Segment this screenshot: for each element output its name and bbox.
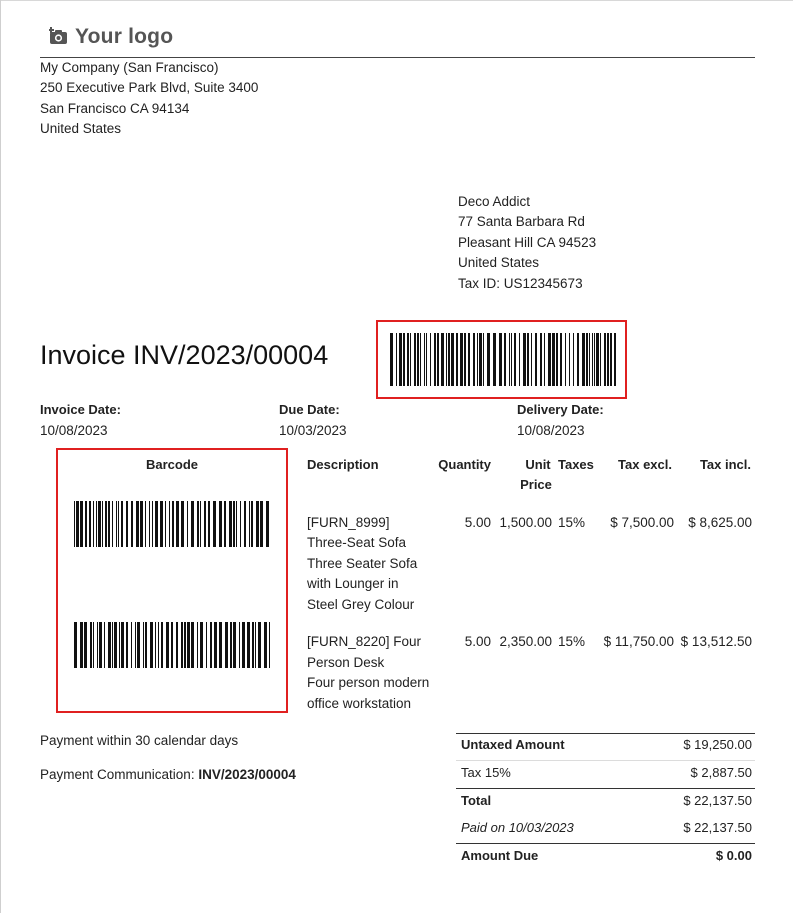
barcode-column-header: Barcode xyxy=(145,457,199,472)
barcode-stripe xyxy=(258,622,261,668)
barcode-stripe xyxy=(143,622,144,668)
untaxed-amount-label: Untaxed Amount xyxy=(461,737,565,752)
barcode-stripe xyxy=(256,501,259,547)
barcode-stripe xyxy=(396,333,397,386)
barcode-stripe xyxy=(204,501,206,547)
barcode-stripe xyxy=(473,333,475,386)
row-1-tax-excl: $ 7,500.00 xyxy=(610,515,674,530)
customer-street: 77 Santa Barbara Rd xyxy=(458,214,585,229)
barcode-stripe xyxy=(118,501,119,547)
barcode-stripe xyxy=(187,501,188,547)
paid-on-label: Paid on 10/03/2023 xyxy=(461,820,574,835)
barcode-stripe xyxy=(108,622,111,668)
barcode-stripe xyxy=(417,333,419,386)
barcode-stripe xyxy=(264,622,267,668)
barcode-stripe xyxy=(126,622,128,668)
barcode-stripe xyxy=(556,333,558,386)
barcode-stripe xyxy=(399,333,402,386)
totals-top-rule xyxy=(456,733,755,734)
row-1-barcode xyxy=(74,501,270,547)
barcode-stripe xyxy=(166,622,169,668)
barcode-stripe xyxy=(76,501,79,547)
barcode-stripe xyxy=(112,622,113,668)
amount-due-label: Amount Due xyxy=(461,848,539,863)
description-column-header: Description xyxy=(307,457,379,472)
barcode-stripe xyxy=(85,501,87,547)
row-2-description-line: Four person modern xyxy=(307,675,430,690)
payment-communication xyxy=(40,765,296,785)
barcode-stripe xyxy=(577,333,579,386)
barcode-stripe xyxy=(446,333,447,386)
barcode-stripe xyxy=(219,622,222,668)
barcode-stripe xyxy=(266,501,269,547)
barcode-stripe xyxy=(544,333,545,386)
barcode-stripe xyxy=(197,501,199,547)
barcode-stripe xyxy=(158,622,159,668)
barcode-stripe xyxy=(493,333,496,386)
barcode-stripe xyxy=(150,622,153,668)
row-2-quantity: 5.00 xyxy=(464,634,491,649)
barcode-stripe xyxy=(176,622,178,668)
barcode-stripe xyxy=(410,333,411,386)
barcode-stripe xyxy=(114,622,117,668)
barcode-stripe xyxy=(483,333,484,386)
barcode-stripe xyxy=(191,622,194,668)
barcode-stripe xyxy=(80,622,83,668)
row-2-tax-incl: $ 13,512.50 xyxy=(680,634,752,649)
row-1-taxes: 15% xyxy=(558,515,586,530)
customer-tax-id: Tax ID: US12345673 xyxy=(458,276,583,291)
barcode-stripe xyxy=(511,333,512,386)
barcode-stripe xyxy=(460,333,463,386)
barcode-stripe xyxy=(403,333,405,386)
customer-country: United States xyxy=(458,255,540,270)
row-1-description-line: Three Seater Sofa xyxy=(307,556,418,571)
tax-value: $ 2,887.50 xyxy=(690,765,752,780)
due-date-value: 10/03/2023 xyxy=(279,423,347,438)
barcode-stripe xyxy=(233,501,235,547)
barcode-stripe xyxy=(589,333,590,386)
barcode-stripe xyxy=(121,501,123,547)
barcode-stripe xyxy=(160,501,163,547)
barcode-stripe xyxy=(552,333,555,386)
paid-on-value: $ 22,137.50 xyxy=(683,820,752,835)
customer-name: Deco Addict xyxy=(458,194,531,209)
barcode-stripe xyxy=(172,501,174,547)
barcode-stripe xyxy=(596,333,599,386)
barcode-stripe xyxy=(126,501,128,547)
barcode-stripe xyxy=(239,622,240,668)
totals-total-rule xyxy=(456,788,755,789)
barcode-stripe xyxy=(614,333,616,386)
barcode-stripe xyxy=(161,622,163,668)
barcode-stripe xyxy=(169,501,170,547)
barcode-stripe xyxy=(233,622,236,668)
barcode-stripe xyxy=(93,622,94,668)
barcode-stripe xyxy=(155,622,156,668)
barcode-stripe xyxy=(464,333,466,386)
row-1-unit-price: 1,500.00 xyxy=(499,515,552,530)
barcode-stripe xyxy=(200,622,203,668)
barcode-stripe xyxy=(441,333,444,386)
barcode-stripe xyxy=(181,501,184,547)
barcode-stripe xyxy=(479,333,482,386)
barcode-stripe xyxy=(531,333,532,386)
barcode-stripe xyxy=(74,501,75,547)
barcode-stripe xyxy=(247,622,250,668)
row-1-description-line: [FURN_8999] xyxy=(307,515,390,530)
payment-communication-value: INV/2023/00004 xyxy=(198,767,296,782)
barcode-stripe xyxy=(184,622,186,668)
barcode-stripe xyxy=(98,501,101,547)
barcode-stripe xyxy=(96,501,97,547)
barcode-stripe xyxy=(108,501,110,547)
barcode-stripe xyxy=(604,333,606,386)
barcode-stripe xyxy=(594,333,595,386)
barcode-stripe xyxy=(137,622,140,668)
barcode-stripe xyxy=(569,333,570,386)
barcode-stripe xyxy=(136,501,139,547)
barcode-stripe xyxy=(208,501,210,547)
company-logo[interactable] xyxy=(49,25,173,49)
unit-price-header-line-1: Unit xyxy=(525,457,551,472)
row-2-taxes: 15% xyxy=(558,634,586,649)
barcode-stripe xyxy=(149,501,150,547)
untaxed-amount-value: $ 19,250.00 xyxy=(683,737,752,752)
barcode-stripe xyxy=(191,501,194,547)
row-1-description-line: Steel Grey Colour xyxy=(307,597,415,612)
company-name: My Company (San Francisco) xyxy=(40,60,219,75)
barcode-stripe xyxy=(448,333,450,386)
barcode-stripe xyxy=(451,333,454,386)
row-1-tax-incl: $ 8,625.00 xyxy=(688,515,752,530)
barcode-stripe xyxy=(187,622,190,668)
row-1-description-line: with Lounger in xyxy=(307,576,399,591)
barcode-stripe xyxy=(171,622,173,668)
barcode-stripe xyxy=(407,333,409,386)
barcode-stripe xyxy=(105,501,107,547)
barcode-stripe xyxy=(74,622,77,668)
barcode-stripe xyxy=(424,333,425,386)
barcode-stripe xyxy=(600,333,601,386)
barcode-stripe xyxy=(131,501,133,547)
barcode-stripe xyxy=(426,333,427,386)
barcode-stripe xyxy=(523,333,526,386)
barcode-stripe xyxy=(390,333,393,386)
barcode-column-highlight xyxy=(56,448,288,713)
tax-incl-column-header: Tax incl. xyxy=(699,457,751,472)
tax-label: Tax 15% xyxy=(461,765,511,780)
barcode-stripe xyxy=(236,501,237,547)
page-top-edge xyxy=(0,0,793,1)
barcode-stripe xyxy=(225,622,228,668)
barcode-stripe xyxy=(249,501,250,547)
barcode-stripe xyxy=(477,333,478,386)
barcode-stripe xyxy=(527,333,529,386)
row-1-quantity: 5.00 xyxy=(464,515,491,530)
barcode-stripe xyxy=(112,501,113,547)
barcode-stripe xyxy=(181,622,183,668)
barcode-stripe xyxy=(251,501,253,547)
row-1-description-line: Three-Seat Sofa xyxy=(307,535,407,550)
customer-city: Pleasant Hill CA 94523 xyxy=(458,235,597,250)
barcode-stripe xyxy=(90,622,92,668)
barcode-stripe xyxy=(89,501,91,547)
barcode-stripe xyxy=(514,333,516,386)
barcode-stripe xyxy=(80,501,83,547)
barcode-stripe xyxy=(434,333,436,386)
barcode-stripe xyxy=(487,333,490,386)
payment-terms: Payment within 30 calendar days xyxy=(40,733,239,748)
barcode-stripe xyxy=(97,622,98,668)
due-date-label: Due Date: xyxy=(279,402,340,417)
total-value: $ 22,137.50 xyxy=(683,793,752,808)
barcode-stripe xyxy=(224,501,226,547)
total-label: Total xyxy=(461,793,492,808)
barcode-stripe xyxy=(540,333,542,386)
barcode-stripe xyxy=(535,333,537,386)
delivery-date-value: 10/08/2023 xyxy=(517,423,585,438)
barcode-stripe xyxy=(213,501,216,547)
barcode-stripe xyxy=(210,622,212,668)
barcode-stripe xyxy=(548,333,551,386)
barcode-stripe xyxy=(165,501,166,547)
barcode-stripe xyxy=(152,501,153,547)
barcode-stripe xyxy=(131,622,132,668)
invoice-date-label: Invoice Date: xyxy=(40,402,121,417)
barcode-stripe xyxy=(509,333,510,386)
barcode-stripe xyxy=(499,333,502,386)
barcode-stripe xyxy=(560,333,562,386)
barcode-stripe xyxy=(214,622,217,668)
barcode-stripe xyxy=(135,622,136,668)
amount-due-value: $ 0.00 xyxy=(715,848,752,863)
barcode-stripe xyxy=(229,501,232,547)
barcode-stripe xyxy=(255,622,256,668)
header-barcode xyxy=(390,333,616,386)
barcode-stripe xyxy=(176,501,179,547)
barcode-stripe xyxy=(582,333,585,386)
unit-price-column-header xyxy=(515,455,557,495)
barcode-stripe xyxy=(607,333,609,386)
delivery-date-label: Delivery Date: xyxy=(517,402,604,417)
barcode-stripe xyxy=(504,333,506,386)
barcode-stripe xyxy=(200,501,201,547)
company-street: 250 Executive Park Blvd, Suite 3400 xyxy=(40,80,259,95)
barcode-stripe xyxy=(242,622,245,668)
invoice-date-value: 10/08/2023 xyxy=(40,423,108,438)
barcode-stripe xyxy=(219,501,222,547)
company-city: San Francisco CA 94134 xyxy=(40,101,190,116)
barcode-stripe xyxy=(93,501,94,547)
barcode-stripe xyxy=(468,333,470,386)
barcode-stripe xyxy=(240,501,241,547)
invoice-title: Invoice INV/2023/00004 xyxy=(40,340,329,370)
barcode-stripe xyxy=(252,622,254,668)
barcode-stripe xyxy=(565,333,566,386)
barcode-stripe xyxy=(456,333,458,386)
barcode-stripe xyxy=(586,333,588,386)
barcode-stripe xyxy=(155,501,158,547)
barcode-stripe xyxy=(244,501,246,547)
row-2-barcode xyxy=(74,622,270,668)
barcode-stripe xyxy=(519,333,520,386)
row-2-description-line: office workstation xyxy=(307,696,412,711)
barcode-stripe xyxy=(420,333,421,386)
barcode-stripe xyxy=(260,501,263,547)
taxes-column-header: Taxes xyxy=(558,457,594,472)
barcode-stripe xyxy=(610,333,612,386)
payment-communication-label: Payment Communication: xyxy=(40,767,199,782)
barcode-stripe xyxy=(140,501,143,547)
row-2-unit-price: 2,350.00 xyxy=(499,634,552,649)
barcode-stripe xyxy=(197,622,198,668)
barcode-stripe xyxy=(145,622,147,668)
camera-plus-icon xyxy=(49,27,69,48)
barcode-stripe xyxy=(119,622,120,668)
barcode-stripe xyxy=(84,622,87,668)
barcode-stripe xyxy=(102,501,103,547)
page-left-edge xyxy=(0,0,1,913)
row-2-description-line: [FURN_8220] Four xyxy=(307,634,422,649)
barcode-stripe xyxy=(104,622,105,668)
barcode-stripe xyxy=(99,622,102,668)
tax-excl-column-header: Tax excl. xyxy=(618,457,672,472)
row-2-tax-excl: $ 11,750.00 xyxy=(603,634,674,649)
company-country: United States xyxy=(40,121,122,136)
totals-row-divider xyxy=(456,760,755,761)
quantity-column-header: Quantity xyxy=(438,457,491,472)
barcode-stripe xyxy=(269,622,270,668)
barcode-stripe xyxy=(573,333,574,386)
logo-text: Your logo xyxy=(75,25,174,48)
barcode-stripe xyxy=(414,333,416,386)
barcode-stripe xyxy=(121,622,124,668)
barcode-stripe xyxy=(592,333,593,386)
barcode-stripe xyxy=(206,622,207,668)
row-2-description-line: Person Desk xyxy=(307,655,385,670)
barcode-stripe xyxy=(230,622,232,668)
barcode-stripe xyxy=(430,333,431,386)
totals-due-rule xyxy=(456,843,755,844)
unit-price-header-line-2: Price xyxy=(520,477,552,492)
barcode-stripe xyxy=(145,501,146,547)
barcode-stripe xyxy=(437,333,439,386)
barcode-stripe xyxy=(116,501,117,547)
